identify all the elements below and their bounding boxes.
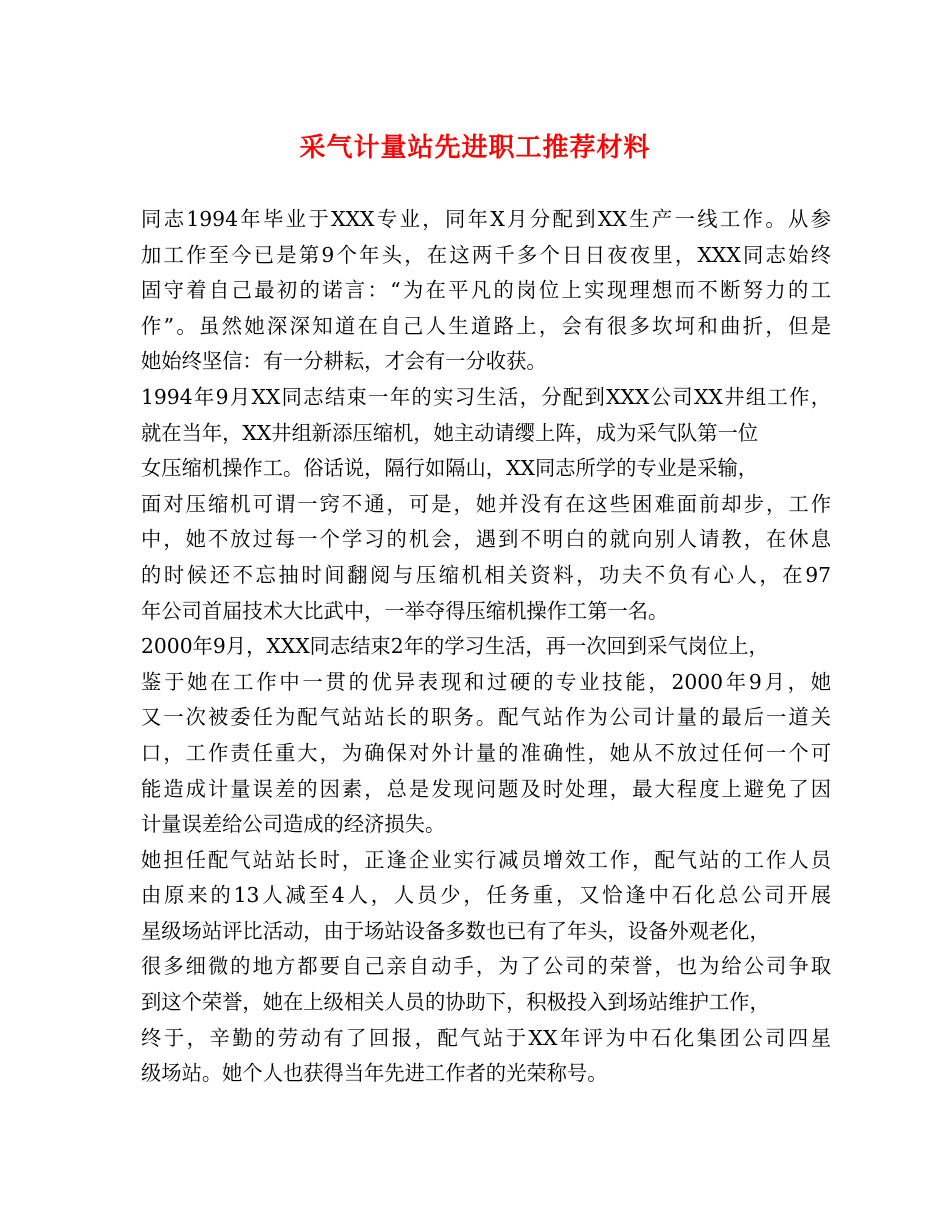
body-line: 鉴于她在工作中一贯的优异表现和过硬的专业技能，2000年9月，她 bbox=[141, 669, 831, 694]
body-line: 又一次被委任为配气站站长的职务。配气站作为公司计量的最后一道关 bbox=[141, 705, 831, 730]
body-line: 计量误差给公司造成的经济损失。 bbox=[141, 812, 446, 837]
body-line: 她始终坚信：有一分耕耘，才会有一分收获。 bbox=[141, 349, 547, 374]
document-title: 采气计量站先进职工推荐材料 bbox=[299, 133, 651, 163]
body-line: 的时候还不忘抽时间翻阅与压缩机相关资料，功夫不负有心人，在97 bbox=[141, 562, 831, 587]
body-line: 口，工作责任重大，为确保对外计量的准确性，她从不放过任何一个可 bbox=[141, 740, 831, 765]
document-body bbox=[141, 202, 831, 1092]
body-line: 1994年9月XX同志结束一年的实习生活，分配到XXX公司XX井组工作， bbox=[141, 384, 831, 409]
body-line: 能造成计量误差的因素，总是发现问题及时处理，最大程度上避免了因 bbox=[141, 776, 831, 801]
body-line: 面对压缩机可谓一窍不通，可是，她并没有在这些困难面前却步，工作 bbox=[141, 491, 831, 516]
body-line: 加工作至今已是第9个年头，在这两千多个日日夜夜里，XXX同志始终 bbox=[141, 242, 831, 267]
body-line: 很多细微的地方都要自己亲自动手，为了公司的荣誉，也为给公司争取 bbox=[141, 954, 831, 979]
body-line: 固守着自己最初的诺言：“为在平凡的岗位上实现理想而不断努力的工 bbox=[141, 278, 831, 303]
body-line: 女压缩机操作工。俗话说，隔行如隔山，XX同志所学的专业是采输， bbox=[141, 456, 759, 481]
body-line: 中，她不放过每一个学习的机会，遇到不明白的就向别人请教，在休息 bbox=[141, 527, 831, 552]
body-line: 到这个荣誉，她在上级相关人员的协助下，积极投入到场站维护工作， bbox=[141, 990, 770, 1015]
body-line: 就在当年，XX井组新添压缩机，她主动请缨上阵，成为采气队第一位 bbox=[141, 420, 759, 445]
body-line: 年公司首届技术大比武中，一举夺得压缩机操作工第一名。 bbox=[141, 598, 669, 623]
body-line: 级场站。她个人也获得当年先进工作者的光荣称号。 bbox=[141, 1061, 608, 1086]
body-line: 终于，辛勤的劳动有了回报，配气站于XX年评为中石化集团公司四星 bbox=[141, 1025, 831, 1050]
body-line: 作”。虽然她深深知道在自己人生道路上，会有很多坎坷和曲折，但是 bbox=[141, 313, 831, 338]
body-line: 星级场站评比活动，由于场站设备多数也已有了年头，设备外观老化， bbox=[141, 918, 770, 943]
body-line: 同志1994年毕业于XXX专业，同年X月分配到XX生产一线工作。从参 bbox=[141, 207, 831, 231]
body-line: 由原来的13人减至4人，人员少，任务重，又恰逢中石化总公司开展 bbox=[141, 883, 831, 908]
body-line: 2000年9月，XXX同志结束2年的学习生活，再一次回到采气岗位上， bbox=[141, 634, 769, 659]
body-line: 她担任配气站站长时，正逢企业实行减员增效工作，配气站的工作人员 bbox=[141, 847, 831, 872]
